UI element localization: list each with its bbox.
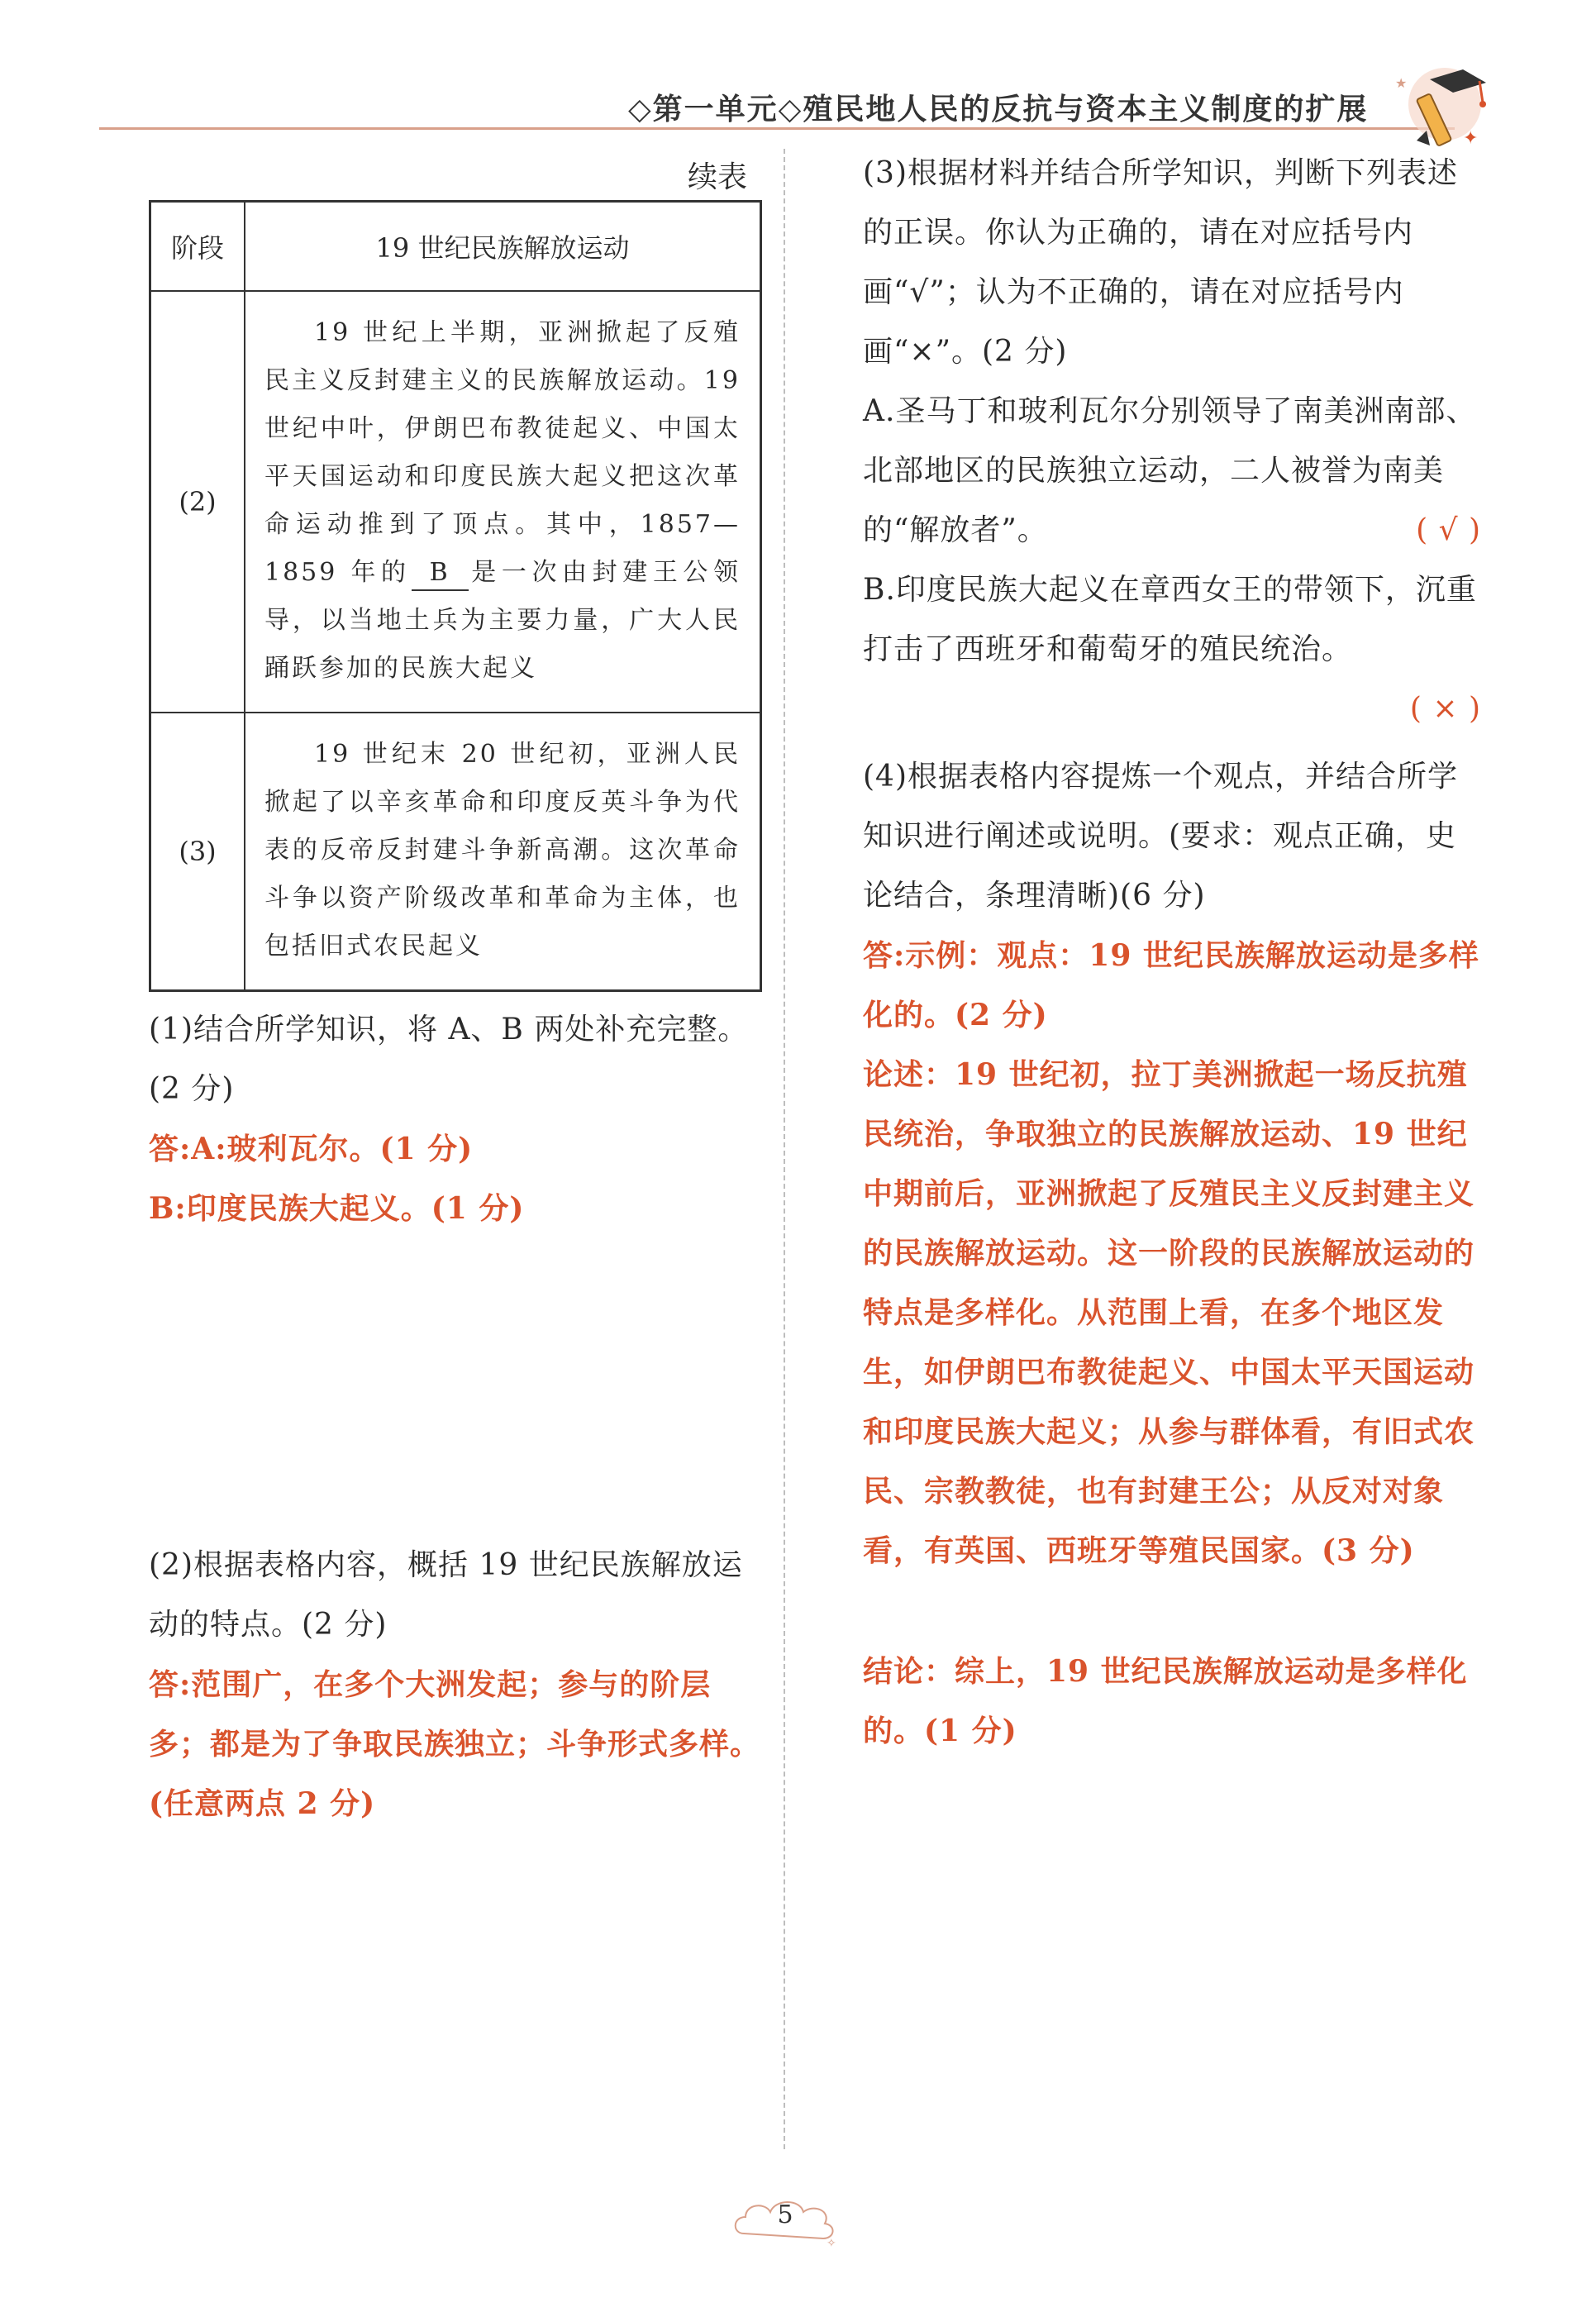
column-divider: [784, 149, 785, 2149]
answer-4-argument: 论述：19 世纪初，拉丁美洲掀起一场反抗殖民统治，争取独立的民族解放运动、19 世纪中期前后，亚洲掀起了反殖民主义反封建主义的民族解放运动。这一阶段的民族解放运动的特点是多样化。从范围上看，在多个地区发生，如伊朗巴布教徒起义、中国太平天国运动和印度民族大起义；从参与群体看，有旧式农民、宗教教徒，也有封建王公；从反对对象看，有英国、西班牙等殖民国家。(3 分): [863, 1057, 1475, 1568]
answer-1-b: B:印度民族大起义。(1 分): [149, 1191, 525, 1226]
svg-text:✧: ✧: [827, 2237, 836, 2250]
svg-text:★: ★: [1395, 75, 1408, 91]
table-header-row: [150, 202, 761, 292]
question-2: (2)根据表格内容，概括 19 世纪民族解放运动的特点。(2 分): [149, 1548, 743, 1642]
option-b-mark: ( × ): [1409, 692, 1481, 726]
table-row-content: [245, 291, 761, 713]
pencil-graduation-cap-icon: [1380, 55, 1504, 154]
answer-1-a: 答:A:玻利瓦尔。(1 分): [149, 1132, 474, 1166]
fill-blank-b: B: [412, 556, 469, 591]
option-b-text: B.印度民族大起义在章西女王的带领下，沉重打击了西班牙和葡萄牙的殖民统治。: [863, 573, 1477, 666]
row-text-after: 是一次由封建王公领导，以当地土兵为主要力量，广大人民踊跃参加的民族大起义: [264, 558, 741, 683]
question-4: (4)根据表格内容提炼一个观点，并结合所学知识进行阐述或说明。(要求：观点正确，史论结合，条理清晰)(6 分): [863, 760, 1458, 913]
table-row-content: [245, 713, 761, 991]
answer-4-conclusion: 结论：综上，19 世纪民族解放运动是多样化的。(1 分): [863, 1654, 1468, 1748]
liberation-movement-table: [149, 200, 762, 992]
question-1: (1)结合所学知识，将 A、B 两处补充完整。(2 分): [149, 1013, 749, 1106]
page-number: 5: [777, 2200, 793, 2229]
row-text: 19 世纪末 20 世纪初，亚洲人民掀起了以辛亥革命和印度反英斗争为代表的反帝反封建斗争新高潮。这次革命斗争以资产阶级改革和革命为主体，也包括旧式农民起义: [264, 740, 741, 961]
table-row: [150, 713, 761, 991]
table-header-content: 19 世纪民族解放运动: [245, 202, 761, 292]
table-row-stage: (2): [150, 291, 245, 713]
continued-table-label: 续表: [688, 160, 748, 194]
unit-header-title: ◇第一单元◇殖民地人民的反抗与资本主义制度的扩展: [628, 92, 1369, 126]
question-3-option-b: [863, 560, 1481, 726]
option-a-text: A.圣马丁和玻利瓦尔分别领导了南美洲南部、北部地区的民族独立运动，二人被誉为南美的“解放者”。: [863, 394, 1477, 547]
answer-2: 答:范围广，在多个大洲发起；参与的阶层多；都是为了争取民族独立；斗争形式多样。(任意两点 2 分): [149, 1667, 761, 1821]
option-a-mark: ( √ ): [1416, 513, 1481, 547]
answer-4-view: 答:示例：观点：19 世纪民族解放运动是多样化的。(2 分): [863, 938, 1479, 1032]
table-row: [150, 291, 761, 713]
row-text-before: 19 世纪上半期，亚洲掀起了反殖民主义反封建主义的民族解放运动。19 世纪中叶，伊朗巴布教徒起义、中国太平天国运动和印度民族大起义把这次革命运动推到了顶点。其中，1857—1859 年的: [264, 318, 741, 587]
question-3: (3)根据材料并结合所学知识，判断下列表述的正误。你认为正确的，请在对应括号内画“√”；认为不正确的，请在对应括号内画“×”。(2 分): [863, 156, 1458, 369]
table-header-stage: 阶段: [150, 202, 245, 292]
question-3-option-a: [863, 382, 1481, 560]
table-row-stage: (3): [150, 713, 245, 991]
svg-text:✦: ✦: [1463, 128, 1479, 149]
header-rule: [99, 127, 1455, 130]
